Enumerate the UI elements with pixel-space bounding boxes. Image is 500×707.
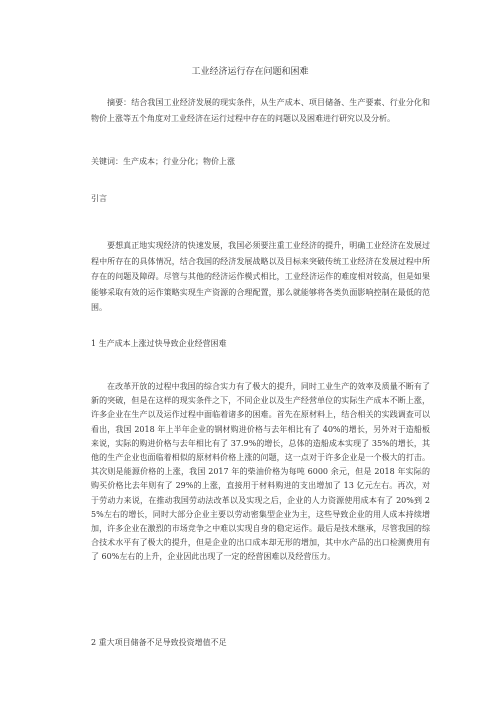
abstract-paragraph: 摘要：结合我国工业经济发展的现实条件，从生产成本、项目储备、生产要素、行业分化和物价上涨等五个角度对工业经济在运行过程中存在的问题以及困难进行研究以及分析。 bbox=[91, 98, 430, 123]
section-1-paragraph: 在改革开放的过程中我国的综合实力有了极大的提升，同时工业生产的效率及质量不断有了新的突破，但是在这样的现实条件之下，不同企业以及生产经营单位的实际生产成本不断上涨，许多企业在生产以及运作过程中面临着诸多的困难。首先在原材料上，结合相关的实践调查可以看出，我国 2018 年上半年企业的钢材购进价格与去年相比有了 40%的增长，另外对于造船板来说，实际的购进价格与去年相比有了 37.9%的增长，总体的造船成本实现了 35%的增长，其他的生产企业也面临着相似的原材料价格上涨的问题，这一点对于许多企业是一个极大的打击。其次则是能源价格的上涨，我国 2017 年的柴油价格为每吨 6000 余元，但是 2018 年实际的购买价格比去年则有了 29%的上涨，直接用于材料购进的支出增加了 13 亿元左右。再次，对于劳动力来说，在推动我国劳动法改革以及实现之后，企业的人力资源使用成本有了 20%到 25%左右的增长，同时大部分企业主要以劳动密集型企业为主，这些导致企业的用人成本持续增加，许多企业在激烈的市场竞争之中难以实现自身的稳定运作。最后是技术继承，尽管我国的综合技术水平有了极大的提升，但是企业的出口成本却无形的增加，其中水产品的出口检测费用有了 60%左右的上升，企业因此出现了一定的经营困难以及经营压力。 bbox=[91, 382, 430, 562]
keywords-line: 关键词：生产成本；行业分化；物价上涨 bbox=[91, 157, 235, 166]
intro-heading: 引言 bbox=[91, 194, 107, 203]
section-1-heading: 1 生产成本上涨过快导致企业经营困难 bbox=[91, 339, 227, 348]
section-2-heading: 2 重大项目储备不足导致投资增值不足 bbox=[91, 638, 227, 647]
intro-paragraph: 要想真正地实现经济的快速发展，我国必须要注重工业经济的提升，明确工业经济在发展过程中所存在的具体情况，结合我国的经济发展战略以及目标来突破传统工业经济在发展过程中所存在的问题及障碍。尽管与其他的经济运作模式相比，工业经济运作的难度相对较高，但是如果能够采取有效的运作策略实现生产资源的合理配置，那么就能够将各类负面影响控制在最低的范围。 bbox=[91, 241, 430, 313]
document-title: 工业经济运行存在问题和困难 bbox=[191, 67, 309, 77]
